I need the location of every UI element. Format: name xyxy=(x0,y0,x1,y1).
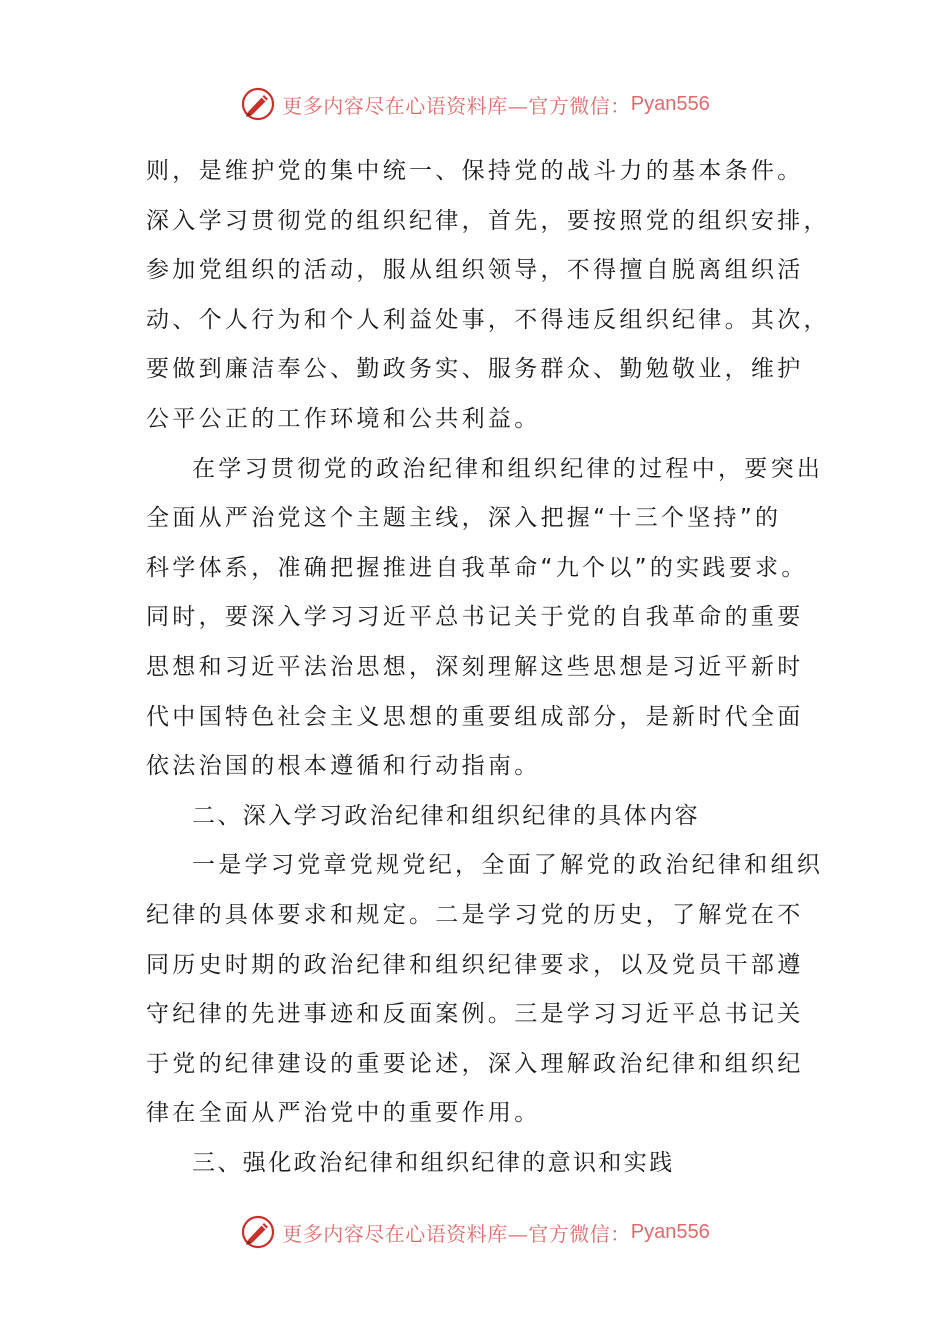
text-line: 公平公正的工作环境和公共利益。 xyxy=(146,405,541,432)
text-line: 科学体系，准确把握推进自我革命“九个以”的实践要求。 xyxy=(146,554,808,581)
text-line: 依法治国的根本遵循和行动指南。 xyxy=(146,753,541,780)
pen-logo-icon xyxy=(240,1214,276,1250)
text-line: 守纪律的先进事迹和反面案例。三是学习习近平总书记关 xyxy=(146,1001,804,1028)
watermark-wechat-id: Pyan556 xyxy=(630,1220,710,1243)
text-line: 动、个人行为和个人利益处事，不得违反组织纪律。其次， xyxy=(146,306,830,333)
text-line: 参加党组织的活动，服从组织领导，不得擅自脱离组织活 xyxy=(146,257,804,284)
text-line: 全面从严治党这个主题主线，深入把握“十三个坚持”的 xyxy=(146,505,782,532)
footer-watermark xyxy=(0,1212,950,1252)
watermark-wechat-id: Pyan556 xyxy=(630,92,710,115)
section-heading: 二、深入学习政治纪律和组织纪律的具体内容 xyxy=(192,802,700,829)
watermark-text: 更多内容尽在心语资料库—官方微信： xyxy=(282,93,631,118)
text-line: 思想和习近平法治思想，深刻理解这些思想是习近平新时 xyxy=(146,653,804,680)
pen-logo-icon xyxy=(240,86,276,122)
text-line: 纪律的具体要求和规定。二是学习党的历史，了解党在不 xyxy=(146,901,804,928)
text-line: 于党的纪律建设的重要论述，深入理解政治纪律和组织纪 xyxy=(146,1050,804,1077)
paragraph-start: 一是学习党章党规党纪，全面了解党的政治纪律和组织 xyxy=(192,852,824,879)
section-heading: 三、强化政治纪律和组织纪律的意识和实践 xyxy=(192,1149,675,1176)
header-watermark xyxy=(0,84,950,124)
text-line: 同时，要深入学习习近平总书记关于党的自我革命的重要 xyxy=(146,604,804,631)
text-line: 同历史时期的政治纪律和组织纪律要求，以及党员干部遵 xyxy=(146,951,804,978)
text-line: 深入学习贯彻党的组织纪律，首先，要按照党的组织安排， xyxy=(146,207,830,234)
watermark-text: 更多内容尽在心语资料库—官方微信： xyxy=(282,1221,631,1246)
text-line: 则，是维护党的集中统一、保持党的战斗力的基本条件。 xyxy=(146,158,804,184)
paragraph-start: 在学习贯彻党的政治纪律和组织纪律的过程中，要突出 xyxy=(192,455,824,482)
text-line: 代中国特色社会主义思想的重要组成部分，是新时代全面 xyxy=(146,703,804,730)
document-body xyxy=(146,147,830,1188)
text-line: 要做到廉洁奉公、勤政务实、服务群众、勤勉敬业，维护 xyxy=(146,356,804,383)
text-line: 律在全面从严治党中的重要作用。 xyxy=(146,1100,541,1127)
